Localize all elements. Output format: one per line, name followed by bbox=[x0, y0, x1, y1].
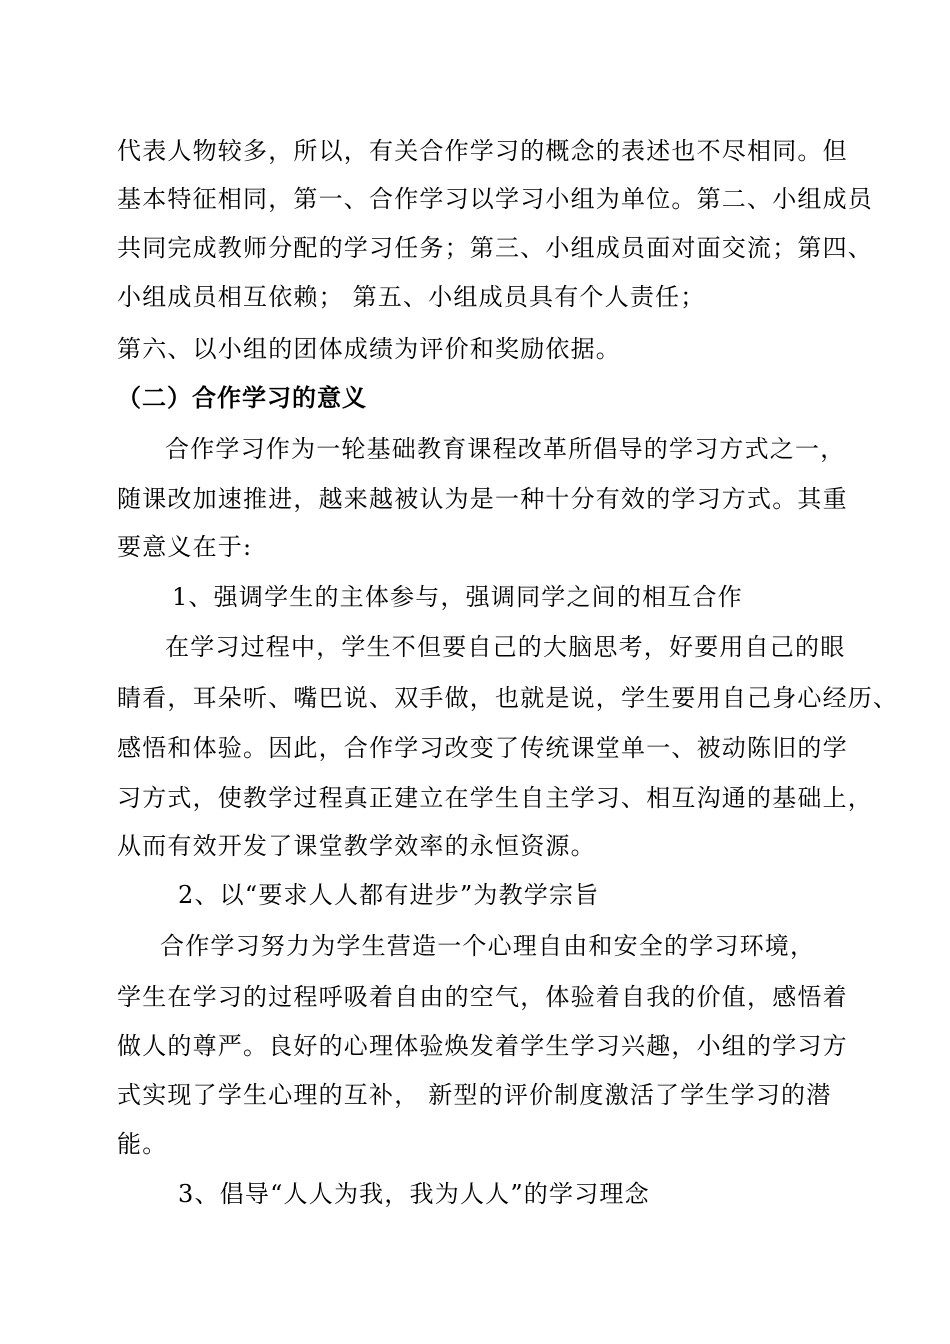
subheading: 1、强调学生的主体参与，强调同学之间的相互合作 bbox=[172, 583, 743, 611]
paragraph-first-line: 合作学习作为一轮基础教育课程改革所倡导的学习方式之一， bbox=[165, 435, 846, 463]
text-line: 第六、以小组的团体成绩为评价和奖励依据。 bbox=[117, 335, 621, 363]
text-line: 基本特征相同，第一、合作学习以学习小组为单位。第二、小组成员 bbox=[117, 185, 873, 213]
paragraph-first-line: 在学习过程中，学生不但要自己的大脑思考，好要用自己的眼 bbox=[165, 633, 846, 661]
text-line: 习方式，使教学过程真正建立在学生自主学习、相互沟通的基础上， bbox=[117, 784, 873, 812]
text-line: 从而有效开发了课堂教学效率的永恒资源。 bbox=[117, 832, 596, 860]
subheading: 3、倡导“人人为我，我为人人”的学习理念 bbox=[178, 1180, 650, 1208]
text-line: 学生在学习的过程呼吸着自由的空气，体验着自我的价值，感悟着 bbox=[117, 983, 848, 1011]
text-line: 能。 bbox=[117, 1130, 168, 1158]
text-line: 睛看，耳朵听、嘴巴说、双手做，也就是说，学生要用自己身心经历、 bbox=[117, 684, 899, 712]
text-line: 共同完成教师分配的学习任务；第三、小组成员面对面交流；第四、 bbox=[117, 234, 873, 262]
text-line: 做人的尊严。良好的心理体验焕发着学生学习兴趣，小组的学习方 bbox=[117, 1032, 848, 1060]
paragraph-first-line: 合作学习努力为学生营造一个心理自由和安全的学习环境， bbox=[160, 932, 816, 960]
section-heading: （二）合作学习的意义 bbox=[117, 383, 367, 412]
text-line: 要意义在于: bbox=[117, 533, 253, 561]
text-line: 感悟和体验。因此，合作学习改变了传统课堂单一、被动陈旧的学 bbox=[117, 734, 848, 762]
text-line: 式实现了学生心理的互补， 新型的评价制度激活了学生学习的潜 bbox=[117, 1081, 832, 1109]
text-line: 小组成员相互依赖； 第五、小组成员具有个人责任； bbox=[117, 283, 706, 311]
text-line: 代表人物较多，所以，有关合作学习的概念的表述也不尽相同。但 bbox=[117, 137, 848, 165]
subheading: 2、以“要求人人都有进步”为教学宗旨 bbox=[178, 881, 600, 909]
text-line: 随课改加速推进，越来越被认为是一种十分有效的学习方式。其重 bbox=[117, 485, 848, 513]
